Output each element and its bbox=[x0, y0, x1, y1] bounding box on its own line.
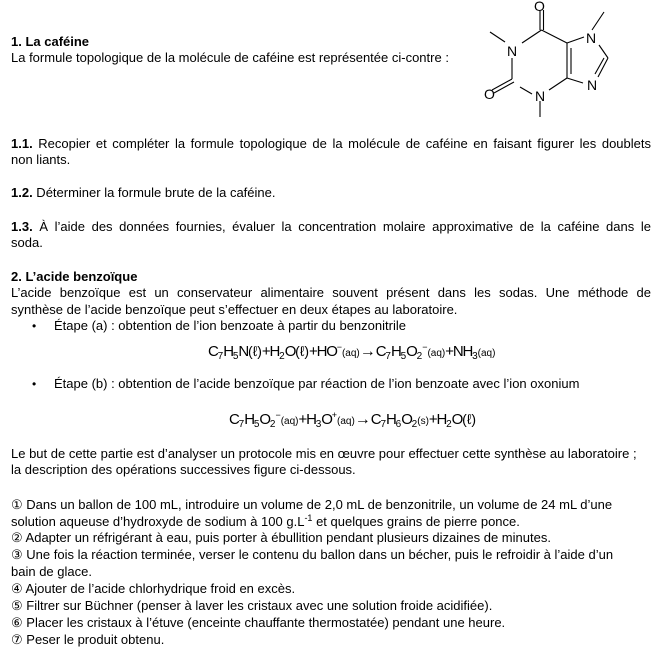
bullet-icon: • bbox=[32, 377, 37, 391]
step-3-mark: ③ bbox=[11, 547, 23, 562]
question-1-3-line1: 1.3. À l’aide des données fournies, évaluer la concentration molaire approximative de la caféine dans le bbox=[11, 219, 651, 234]
atom-oxygen-bottom: O bbox=[484, 86, 495, 102]
part1-intro: La formule topologique de la molécule de caféine est représentée ci-contre : bbox=[11, 50, 449, 65]
part2-intro-line2: synthèse de l’acide benzoïque peut s’effectuer en deux étapes au laboratoire. bbox=[11, 302, 458, 317]
protocol-step-3-line1: ③ Une fois la réaction terminée, verser le contenu du ballon dans un bécher, puis le refroidir à l’aide d’un bbox=[11, 547, 614, 562]
bullet-icon: • bbox=[32, 319, 37, 333]
equation-b: $C_7H_5O_2^-(aq)+H_3O^+(aq)\to C_7H_6O_2(s)+H_2O(\ell)$ bbox=[229, 410, 477, 430]
protocol-step-6: ⑥ Placer les cristaux à l’étuve (enceinte chauffante thermostatée) pendant une heure. bbox=[11, 615, 506, 630]
step-b-text: Étape (b) : obtention de l’acide benzoïque par réaction de l’ion benzoate avec l’ion oxonium bbox=[54, 376, 580, 391]
part1-title: 1. La caféine bbox=[11, 34, 90, 49]
protocol-step-7: ⑦ Peser le produit obtenu. bbox=[11, 632, 165, 647]
step-6-mark: ⑥ bbox=[11, 615, 23, 630]
step-b-item bbox=[32, 376, 579, 392]
caffeine-molecule-diagram bbox=[478, 0, 658, 118]
protocol-step-2: ② Adapter un réfrigérant à eau, puis porter à ébullition pendant plusieurs dizaines de minutes. bbox=[11, 530, 551, 545]
caffeine-bonds bbox=[490, 10, 608, 117]
question-1-3-line2: soda. bbox=[11, 235, 43, 250]
step-a-text: Étape (a) : obtention de l’ion benzoate à partir du benzonitrile bbox=[54, 318, 406, 333]
question-1-1-line2: non liants. bbox=[11, 152, 71, 167]
atom-nitrogen-right-top: N bbox=[586, 30, 597, 46]
step-4-mark: ④ bbox=[11, 581, 23, 596]
part2-title: 2. L’acide benzoïque bbox=[11, 269, 138, 284]
step-a-item bbox=[32, 318, 406, 334]
step-5-mark: ⑤ bbox=[11, 598, 23, 613]
step-7-mark: ⑦ bbox=[11, 632, 23, 647]
part2-intro-line1: L’acide benzoïque est un conservateur alimentaire souvent présent dans les sodas. Une méthode de bbox=[11, 285, 651, 300]
atom-nitrogen-right-bottom: N bbox=[587, 77, 598, 93]
protocol-step-1-line1: ① Dans un ballon de 100 mL, introduire un volume de 2,0 mL de benzonitrile, un volume de 24 mL d’une bbox=[11, 497, 613, 512]
step-2-mark: ② bbox=[11, 530, 23, 545]
protocol-step-5: ⑤ Filtrer sur Büchner (penser à laver les cristaux avec une solution froide acidifiée). bbox=[11, 598, 493, 613]
atom-nitrogen-left: N bbox=[507, 43, 518, 59]
atom-oxygen-top: O bbox=[534, 0, 545, 14]
question-1-2: 1.2. Déterminer la formule brute de la caféine. bbox=[11, 185, 276, 200]
goal-line1: Le but de cette partie est d’analyser un protocole mis en œuvre pour effectuer cette synthèse au laboratoire ; bbox=[11, 446, 637, 461]
atom-nitrogen-bottom: N bbox=[535, 88, 546, 104]
question-1-1-line1: 1.1. Recopier et compléter la formule topologique de la molécule de caféine en faisant figurer les doublets bbox=[11, 136, 651, 151]
protocol-step-1-line2: solution aqueuse d’hydroxyde de sodium à 100 $g.L^{-1}$ et quelques grains de pierre ponce. bbox=[11, 513, 520, 529]
step-1-mark: ① bbox=[11, 497, 23, 512]
protocol-step-4: ④ Ajouter de l’acide chlorhydrique froid en excès. bbox=[11, 581, 296, 596]
goal-line2: la description des opérations successives figure ci-dessous. bbox=[11, 462, 356, 477]
equation-a: $C_7H_5N(\ell)+H_2O(\ell)+HO^-(aq)\to C_7H_5O_2^-(aq)+NH_3(aq)$ bbox=[208, 342, 496, 362]
protocol-step-3-line2: bain de glace. bbox=[11, 564, 92, 579]
